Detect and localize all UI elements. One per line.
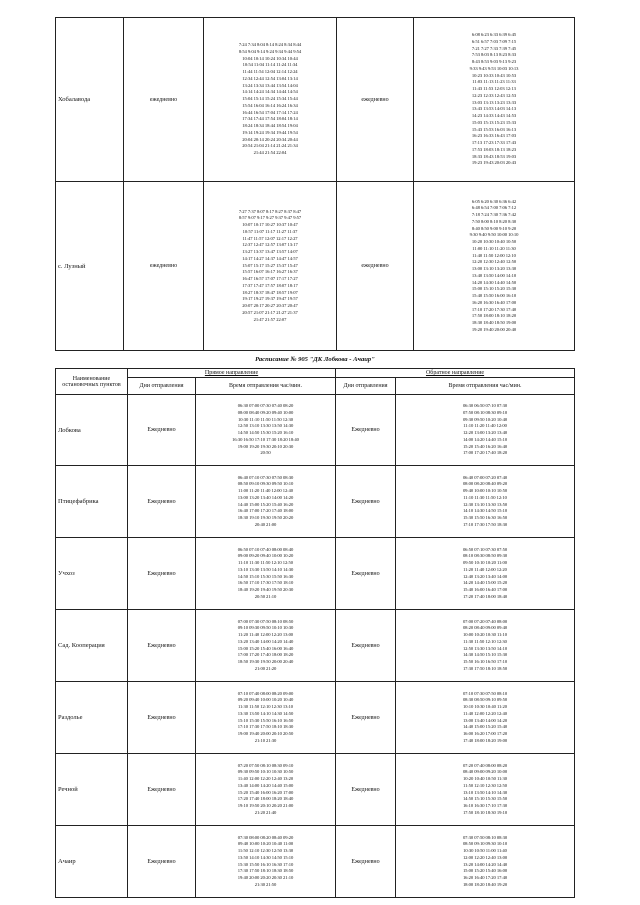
- time-line: 10:07 10:17 10:27 10:37 10:47: [242, 222, 298, 228]
- time-line: 08:00 08:20 08:40 09:20: [462, 481, 508, 487]
- time-line: 12:20 13:00 13:20 13:40: [462, 430, 508, 435]
- time-line: 21:47 21:57 22:07: [253, 316, 287, 322]
- time-line: 15:00 15:20 15:40 16:00: [462, 868, 508, 874]
- time-line: 15:10 15:30 15:50 16:10 16:50: [237, 717, 294, 723]
- time-line: 20:04 20:14 20:24 20:34 20:44: [242, 136, 298, 142]
- time-line: 14:17 14:27 14:37 14:47 14:57: [242, 255, 298, 261]
- days-backward: Ежедневно: [336, 395, 396, 466]
- time-line: 17:10 17:30 17:50 18:30: [462, 521, 508, 527]
- time-line: 11:30 11:50 12:10 12:30 13:10: [237, 704, 294, 709]
- table-row: [56, 182, 575, 351]
- days-backward: Ежедневно: [336, 682, 396, 754]
- time-line: 13:30 13:50 14:10 14:30 14:50: [237, 710, 294, 716]
- time-line: 15:03 15:13 15:23 15:33: [471, 119, 517, 125]
- time-line: 10:04 10:14 10:24 10:34 10:44: [242, 55, 298, 61]
- time-line: 13:10 13:30 13:50 14:10 14:30: [237, 566, 294, 572]
- time-line: 8:40 8:50 9:00 9:10 9:20: [471, 225, 517, 231]
- time-line: 09:50 10:10 10:20 11:00: [463, 560, 508, 565]
- times-forward: [196, 682, 336, 754]
- time-line: 14:14 14:24 14:34 14:44 14:54: [242, 89, 298, 95]
- time-line: 21:30 21:50: [254, 881, 277, 887]
- time-line: 17:20 17:40 18:00 18:20 18:40: [237, 796, 294, 802]
- time-line: 11:00 11:10 11:20 11:30: [472, 245, 516, 251]
- time-line: 12:00 12:20 12:40 13:00: [462, 854, 508, 860]
- time-line: 19:14 19:24 19:34 19:44 19:54: [242, 129, 298, 135]
- table-row: [56, 826, 575, 898]
- days-backward: ежедневно: [337, 182, 414, 351]
- time-line: 17:37 17:47 17:57 18:07 18:17: [242, 282, 298, 288]
- days-backward: ежедневно: [337, 18, 414, 182]
- days-forward: Ежедневно: [128, 538, 196, 610]
- schedule-table-route-905: [55, 368, 575, 898]
- time-line: 15:54 16:04 16:14 16:24 16:34: [242, 102, 298, 108]
- time-line: 08:10 08:30 08:50 09:30: [462, 553, 508, 559]
- time-line: 11:30 11:50 12:10 12:30: [463, 638, 507, 644]
- time-line: 14:50 15:10 15:30 15:50: [462, 796, 508, 802]
- time-line: 20:50: [260, 450, 271, 456]
- time-line: 06:40 07:00 07:20 07:40: [462, 474, 508, 480]
- time-line: 08:40 09:00 09:20 10:00: [462, 769, 508, 775]
- time-line: 13:20 13:40 14:00 14:20 14:40: [237, 638, 294, 644]
- time-line: 17:00 17:20 17:40 18:00 18:20: [237, 652, 294, 658]
- time-line: 16:00 16:20 17:00 17:20: [462, 731, 508, 736]
- time-line: 11:03 11:13 11:23 11:33: [472, 79, 516, 85]
- time-line: 19:00 19:20 19:30 20:10 20:30: [237, 443, 294, 449]
- table-row: [56, 754, 575, 826]
- time-line: 10:30 11:10 11:50 11:50 12:30: [238, 416, 293, 422]
- times-backward: [396, 395, 575, 466]
- time-line: 15:50 16:10 16:50 17:10: [462, 659, 508, 664]
- table-row: [56, 395, 575, 466]
- time-line: 18:40 19:20 19:40 19:50 20:30: [237, 587, 294, 592]
- time-line: 12:23 12:33 12:43 12:53: [471, 92, 517, 98]
- time-line: 18:27 18:37 18:47 18:57 19:07: [242, 289, 298, 295]
- time-line: 15:07 15:17 15:27 15:37 15:47: [242, 262, 298, 268]
- time-line: 06:30 06:50 07:10 07:30: [462, 403, 508, 408]
- stop-name: Раздолье: [56, 682, 128, 754]
- time-line: 11:20 11:40 12:00 12:20: [463, 566, 507, 572]
- stop-name: Сад. Кооперация: [56, 610, 128, 682]
- time-line: 17:30 17:50 18:10 18:50: [462, 665, 508, 671]
- times-backward: [396, 754, 575, 826]
- time-line: 7:21 7:27 7:33 7:39 7:45: [471, 45, 517, 51]
- time-line: 10:10 10:30 10:40 11:20: [463, 704, 508, 709]
- times-backward: [396, 466, 575, 538]
- time-line: 16:50 17:10 17:30 17:50 18:10: [237, 580, 294, 586]
- days-forward: Ежедневно: [128, 682, 196, 754]
- time-line: 21:20 21:40: [254, 809, 277, 815]
- times-backward: [414, 18, 575, 182]
- days-forward: Ежедневно: [128, 395, 196, 466]
- time-line: 06:40 07:10 07:30 07:50 08:30: [237, 474, 294, 480]
- time-line: 19:00 19:40 20:00 20:10 20:50: [237, 731, 294, 736]
- time-line: 12:20 12:30 12:40 12:50: [471, 259, 517, 265]
- time-line: 14:23 14:33 14:43 14:53: [471, 113, 517, 118]
- time-line: 19:10 19:50 20:10 20:20 21:00: [237, 803, 294, 808]
- time-line: 12:40 13:20 13:40 14:00: [462, 573, 508, 579]
- time-line: 07:20 07:40 08:00 08:20: [462, 762, 508, 768]
- time-line: 10:20 10:40 10:50 11:30: [463, 776, 508, 781]
- stop-name: Учхоз: [56, 538, 128, 610]
- time-line: 19:40 20:00 20:20 20:30 21:10: [237, 875, 294, 880]
- time-line: 10:54 11:04 11:14 11:24 11:34: [242, 62, 298, 68]
- days-forward: Ежедневно: [128, 466, 196, 538]
- time-line: 15:20 15:40 16:20 16:40: [462, 443, 508, 449]
- header-backward: Обратное направление: [336, 369, 575, 378]
- stop-name: Речной: [56, 754, 128, 826]
- table-row: [56, 538, 575, 610]
- time-line: 12:50 13:30 13:50 14:10: [462, 645, 508, 651]
- time-line: 13:40 13:50 14:00 14:10: [471, 272, 517, 278]
- stop-name: Ачаир: [56, 826, 128, 898]
- time-line: 11:47 11:57 12:07 12:17 12:27: [242, 235, 298, 241]
- days-forward: Ежедневно: [128, 754, 196, 826]
- time-line: 15:57 16:07 16:17 16:27 16:37: [242, 269, 298, 275]
- time-line: 11:00 11:20 11:40 12:00 12:40: [238, 488, 293, 493]
- time-line: 13:00 13:40 14:00 14:20: [462, 717, 508, 723]
- time-line: 17:50 18:00 18:10 18:20: [471, 313, 517, 319]
- table-row: [56, 466, 575, 538]
- schedule-table-top: [55, 17, 575, 351]
- time-line: 21:00 21:20: [254, 665, 277, 671]
- time-line: 09:20 09:40 10:00 10:20 10:40: [237, 697, 294, 703]
- time-line: 20:40 21:00: [254, 521, 277, 527]
- time-line: 6:05 6:20 6:30 6:36 6:42: [471, 198, 517, 204]
- stop-name: Хобалавода: [56, 18, 124, 182]
- time-line: 13:40 14:00 14:20 14:40 15:00: [237, 782, 294, 788]
- time-line: 14:10 14:30 14:50 15:10: [462, 508, 508, 514]
- times-forward: [196, 466, 336, 538]
- time-line: 07:00 07:20 07:40 08:00: [462, 618, 508, 624]
- time-line: 11:10 11:30 11:50 12:10: [463, 494, 507, 500]
- time-line: 11:50 12:10 12:30 12:50 13:30: [237, 848, 294, 853]
- time-line: 07:10 07:30 07:50 08:10: [462, 690, 508, 696]
- time-line: 06:50 07:10 07:30 07:50: [462, 546, 508, 552]
- header-times-forward: Время отправления час/мин.: [196, 378, 336, 395]
- stop-name: Птицефабрика: [56, 466, 128, 538]
- time-line: 17:30 17:50 18:10 18:30 18:50: [237, 868, 294, 874]
- stop-name: с. Лузный: [56, 182, 124, 351]
- time-line: 18:30 18:40 18:50 19:00: [471, 320, 517, 325]
- time-line: 16:10 16:30 17:10 17:30: [462, 803, 508, 808]
- time-line: 08:00 08:40 09:20 09:40 10:00: [237, 409, 294, 415]
- time-line: 08:30 08:50 09:10 09:50: [462, 697, 508, 703]
- time-line: 9:30 9:40 9:50 10:00 10:10: [469, 232, 519, 238]
- time-line: 12:50 13:10 13:30 13:50 14:30: [237, 423, 294, 429]
- days-backward: Ежедневно: [336, 754, 396, 826]
- time-line: 13:43 13:53 14:03 14:13: [471, 106, 517, 112]
- header-forward: Прямое направление: [128, 369, 336, 378]
- times-forward: [196, 395, 336, 466]
- time-line: 15:30 15:50 16:30 16:50: [462, 515, 508, 520]
- time-line: 17:20 17:40 18:00 18:40: [462, 593, 508, 599]
- table-row: [56, 610, 575, 682]
- time-line: 21:10 21:30: [254, 737, 277, 743]
- time-line: 07:10 07:40 08:00 08:20 09:00: [237, 690, 294, 696]
- times-forward: [204, 182, 337, 351]
- days-forward: ежедневно: [124, 182, 204, 351]
- time-line: 7:24 7:34 8:04 8:14 8:24 8:34 8:44: [238, 42, 302, 48]
- time-line: 09:10 09:30 09:50 10:10 10:30: [237, 625, 294, 631]
- time-line: 16:47 16:57 17:07 17:17 17:27: [242, 276, 298, 282]
- days-forward: Ежедневно: [128, 610, 196, 682]
- times-forward: [196, 826, 336, 898]
- time-line: 14:40 15:00 15:20 15:40 16:20: [237, 501, 294, 507]
- time-line: 8:57 9:07 9:17 9:27 9:37 9:47 9:57: [238, 215, 302, 221]
- time-line: 6:51 6:57 7:03 7:09 7:15: [471, 38, 517, 44]
- time-line: 11:50 12:10 12:30 12:50: [463, 782, 508, 788]
- times-backward: [396, 826, 575, 898]
- time-line: 07:50 08:10 08:30 09:10: [462, 409, 508, 415]
- time-line: 13:20 14:00 14:20 14:40: [462, 861, 508, 867]
- time-line: 07:00 07:30 07:50 08:10 08:50: [237, 618, 294, 624]
- time-line: 08:50 09:10 09:30 09:50 10:10: [237, 481, 294, 487]
- table-row: [56, 682, 575, 754]
- time-line: 16:44 16:54 17:04 17:14 17:24: [242, 109, 298, 115]
- header-times-backward: Время отправления час/мин.: [396, 378, 575, 395]
- time-line: 6:48 6:54 7:00 7:06 7:12: [471, 205, 517, 211]
- time-line: 19:17 19:27 19:37 19:47 19:57: [242, 296, 298, 302]
- stop-name: Лобкова: [56, 395, 128, 466]
- time-line: 09:00 09:20 09:40 10:00 10:20: [237, 553, 294, 559]
- days-forward: ежедневно: [124, 18, 204, 182]
- time-line: 18:33 18:43 18:53 19:03: [471, 153, 517, 159]
- time-line: 20:07 20:17 20:27 20:37 20:47: [242, 303, 298, 309]
- time-line: 08:20 08:40 09:00 09:40: [462, 625, 508, 631]
- time-line: 09:30 09:50 10:20 10:40: [462, 416, 508, 422]
- time-line: 10:20 10:30 10:40 10:50: [471, 239, 517, 244]
- time-line: 12:34 12:44 12:54 13:04 13:14: [242, 75, 298, 81]
- time-line: 09:30 09:50 10:10 10:30 10:50: [237, 769, 294, 775]
- time-line: 14:40 15:00 15:20 15:40: [462, 724, 508, 730]
- times-forward: [196, 538, 336, 610]
- time-line: 16:40 17:00 17:20 17:40 18:00: [237, 508, 294, 514]
- time-line: 15:40 15:50 16:00 16:10: [471, 293, 517, 298]
- times-backward: [396, 682, 575, 754]
- time-line: 14:50 14:50 15:30 15:20 16:10: [237, 430, 294, 435]
- days-forward: Ежедневно: [128, 826, 196, 898]
- days-backward: Ежедневно: [336, 538, 396, 610]
- time-line: 16:23 16:33 16:43 17:03: [471, 133, 517, 139]
- time-line: 21:44 21:54 22:04: [253, 150, 287, 156]
- time-line: 17:13 17:23 17:33 17:43: [471, 140, 517, 145]
- time-line: 10:23 10:33 10:43 10:53: [471, 72, 517, 78]
- time-line: 13:50 14:10 14:30 14:50 15:10: [237, 854, 294, 860]
- times-backward: [396, 610, 575, 682]
- days-backward: Ежедневно: [336, 466, 396, 538]
- time-line: 18:00 18:20 18:40 19:20: [462, 881, 508, 887]
- time-line: 16:30 16:50 17:10 17:30 18:20 18:40: [232, 436, 299, 442]
- time-line: 17:10 17:20 17:30 17:40: [471, 306, 517, 312]
- time-line: 15:04 15:14 15:24 15:34 15:44: [242, 96, 298, 102]
- time-line: 11:40 12:00 12:20 12:40: [463, 710, 508, 716]
- time-line: 10:57 11:07 11:17 11:27 11:37: [242, 228, 298, 234]
- days-backward: Ежедневно: [336, 826, 396, 898]
- time-line: 10:00 10:20 10:30 11:10: [463, 632, 508, 637]
- time-line: 18:30 19:10 19:30 19:50 20:20: [237, 515, 294, 520]
- time-line: 09:40 10:00 10:20 10:40 11:00: [237, 841, 294, 847]
- time-line: 20:57 21:07 21:17 21:27 21:37: [242, 309, 298, 315]
- time-line: 18:50 19:30 19:50 20:00 20:40: [237, 659, 294, 664]
- time-line: 10:30 10:50 11:00 11:40: [463, 848, 507, 853]
- time-line: 11:43 11:53 12:03 12:13: [472, 86, 516, 91]
- time-line: 11:10 11:20 11:40 12:00: [463, 423, 507, 429]
- time-line: 13:00 13:10 13:20 13:30: [471, 266, 517, 271]
- time-line: 9:33 9:43 9:53 10:03 10:13: [469, 65, 519, 71]
- time-line: 7:18 7:24 7:30 7:36 7:42: [471, 212, 517, 217]
- time-line: 14:20 14:40 15:00 15:20: [462, 580, 508, 586]
- time-line: 7:53 8:03 8:13 8:23 8:33: [471, 52, 517, 58]
- time-line: 16:20 16:30 16:40 17:00: [471, 299, 517, 305]
- time-line: 12:30 13:10 13:30 13:50: [462, 501, 508, 507]
- time-line: 19:20 19:40 20:00 20:40: [471, 326, 517, 332]
- time-line: 17:10 17:30 17:50 18:10 18:30: [237, 724, 294, 730]
- days-backward: Ежедневно: [336, 610, 396, 682]
- times-forward: [196, 610, 336, 682]
- time-line: 16:20 16:40 17:20 17:40: [462, 875, 508, 880]
- header-days-backward: Дни отправления: [336, 378, 396, 395]
- time-line: 11:20 11:40 12:00 12:20 13:00: [237, 632, 294, 637]
- time-line: 06:30 07:00 07:30 07:40 08:20: [237, 403, 294, 408]
- time-line: 15:00 15:10 15:20 15:30: [471, 286, 517, 292]
- time-line: 13:24 13:34 13:44 13:54 14:04: [242, 82, 298, 88]
- times-backward: [414, 182, 575, 351]
- time-line: 15:20 15:40 16:00 16:20 17:00: [237, 789, 294, 795]
- time-line: 17:53 18:03 18:13 18:23: [471, 146, 517, 152]
- time-line: 13:27 13:37 13:47 13:57 14:07: [242, 249, 298, 255]
- time-line: 20:54 21:04 21:14 21:24 21:34: [242, 143, 298, 149]
- time-line: 17:34 17:44 17:54 18:04 18:14: [242, 116, 298, 122]
- time-line: 13:10 13:50 14:10 14:30: [462, 789, 508, 795]
- time-line: 08:50 09:10 09:30 10:10: [462, 841, 508, 847]
- time-line: 20:50 21:10: [254, 593, 277, 599]
- time-line: 06:50 07:10 07:40 08:00 08:40: [237, 546, 294, 552]
- times-forward: [204, 18, 337, 182]
- time-line: 11:10 11:30 11:50 12:10 12:50: [238, 560, 293, 565]
- time-line: 15:30 15:50 16:10 16:30 17:10: [237, 861, 294, 867]
- time-line: 07:30 08:00 08:20 08:40 09:20: [237, 834, 294, 840]
- times-backward: [396, 538, 575, 610]
- times-forward: [196, 754, 336, 826]
- time-line: 13:00 13:20 13:40 14:00 14:20: [237, 494, 294, 500]
- route-title: Расписание № 905 "ДК Лобкова - Ачаир": [255, 356, 375, 363]
- time-line: 07:30 07:50 08:10 08:30: [462, 834, 508, 840]
- time-line: 17:50 18:10 18:30 19:10: [462, 809, 508, 815]
- time-line: 11:44 11:54 12:04 12:14 12:24: [242, 69, 298, 75]
- time-line: 11:40 11:50 12:00 12:10: [472, 252, 516, 258]
- time-line: 07:20 07:50 08:10 08:30 09:10: [237, 762, 294, 768]
- time-line: 14:50 15:10 15:30 15:50 16:30: [237, 573, 294, 579]
- time-line: 17:40 18:00 18:20 19:00: [462, 737, 508, 743]
- time-line: 17:00 17:20 17:40 18:20: [462, 450, 508, 456]
- time-line: 11:40 12:00 12:20 12:40 13:20: [237, 776, 294, 781]
- time-line: 13:03 13:13 13:23 13:33: [471, 99, 517, 105]
- time-line: 19:23 19:43 20:03 20:43: [471, 160, 517, 166]
- time-line: 09:40 10:00 10:10 10:50: [462, 488, 508, 493]
- time-line: 15:00 15:20 15:40 16:00 16:40: [237, 645, 294, 651]
- header-stop: Наименование остановочных пунктов: [56, 369, 128, 395]
- time-line: 15:40 16:00 16:40 17:00: [462, 587, 508, 592]
- time-line: 7:50 8:00 8:10 8:20 8:30: [471, 218, 517, 224]
- time-line: 12:37 12:47 12:57 13:07 13:17: [242, 242, 298, 248]
- time-line: 14:30 14:50 15:10 15:30: [462, 652, 508, 658]
- header-days-forward: Дни отправления: [128, 378, 196, 395]
- time-line: 18:24 18:34 18:44 18:54 19:04: [242, 123, 298, 129]
- time-line: 14:20 14:30 14:40 14:50: [471, 279, 517, 285]
- time-line: 8:54 9:04 9:14 9:24 9:34 9:44 9:54: [238, 48, 302, 54]
- time-line: 15:43 15:53 16:03 16:13: [471, 126, 517, 132]
- time-line: 14:00 14:20 14:40 15:10: [462, 436, 508, 442]
- table-row: [56, 18, 575, 182]
- time-line: 6:08 6:23 6:33 6:39 6:45: [471, 32, 517, 37]
- time-line: 7:27 7:37 8:07 8:17 8:27 8:37 8:47: [238, 208, 302, 214]
- time-line: 8:43 8:53 9:03 9:13 9:23: [471, 59, 517, 64]
